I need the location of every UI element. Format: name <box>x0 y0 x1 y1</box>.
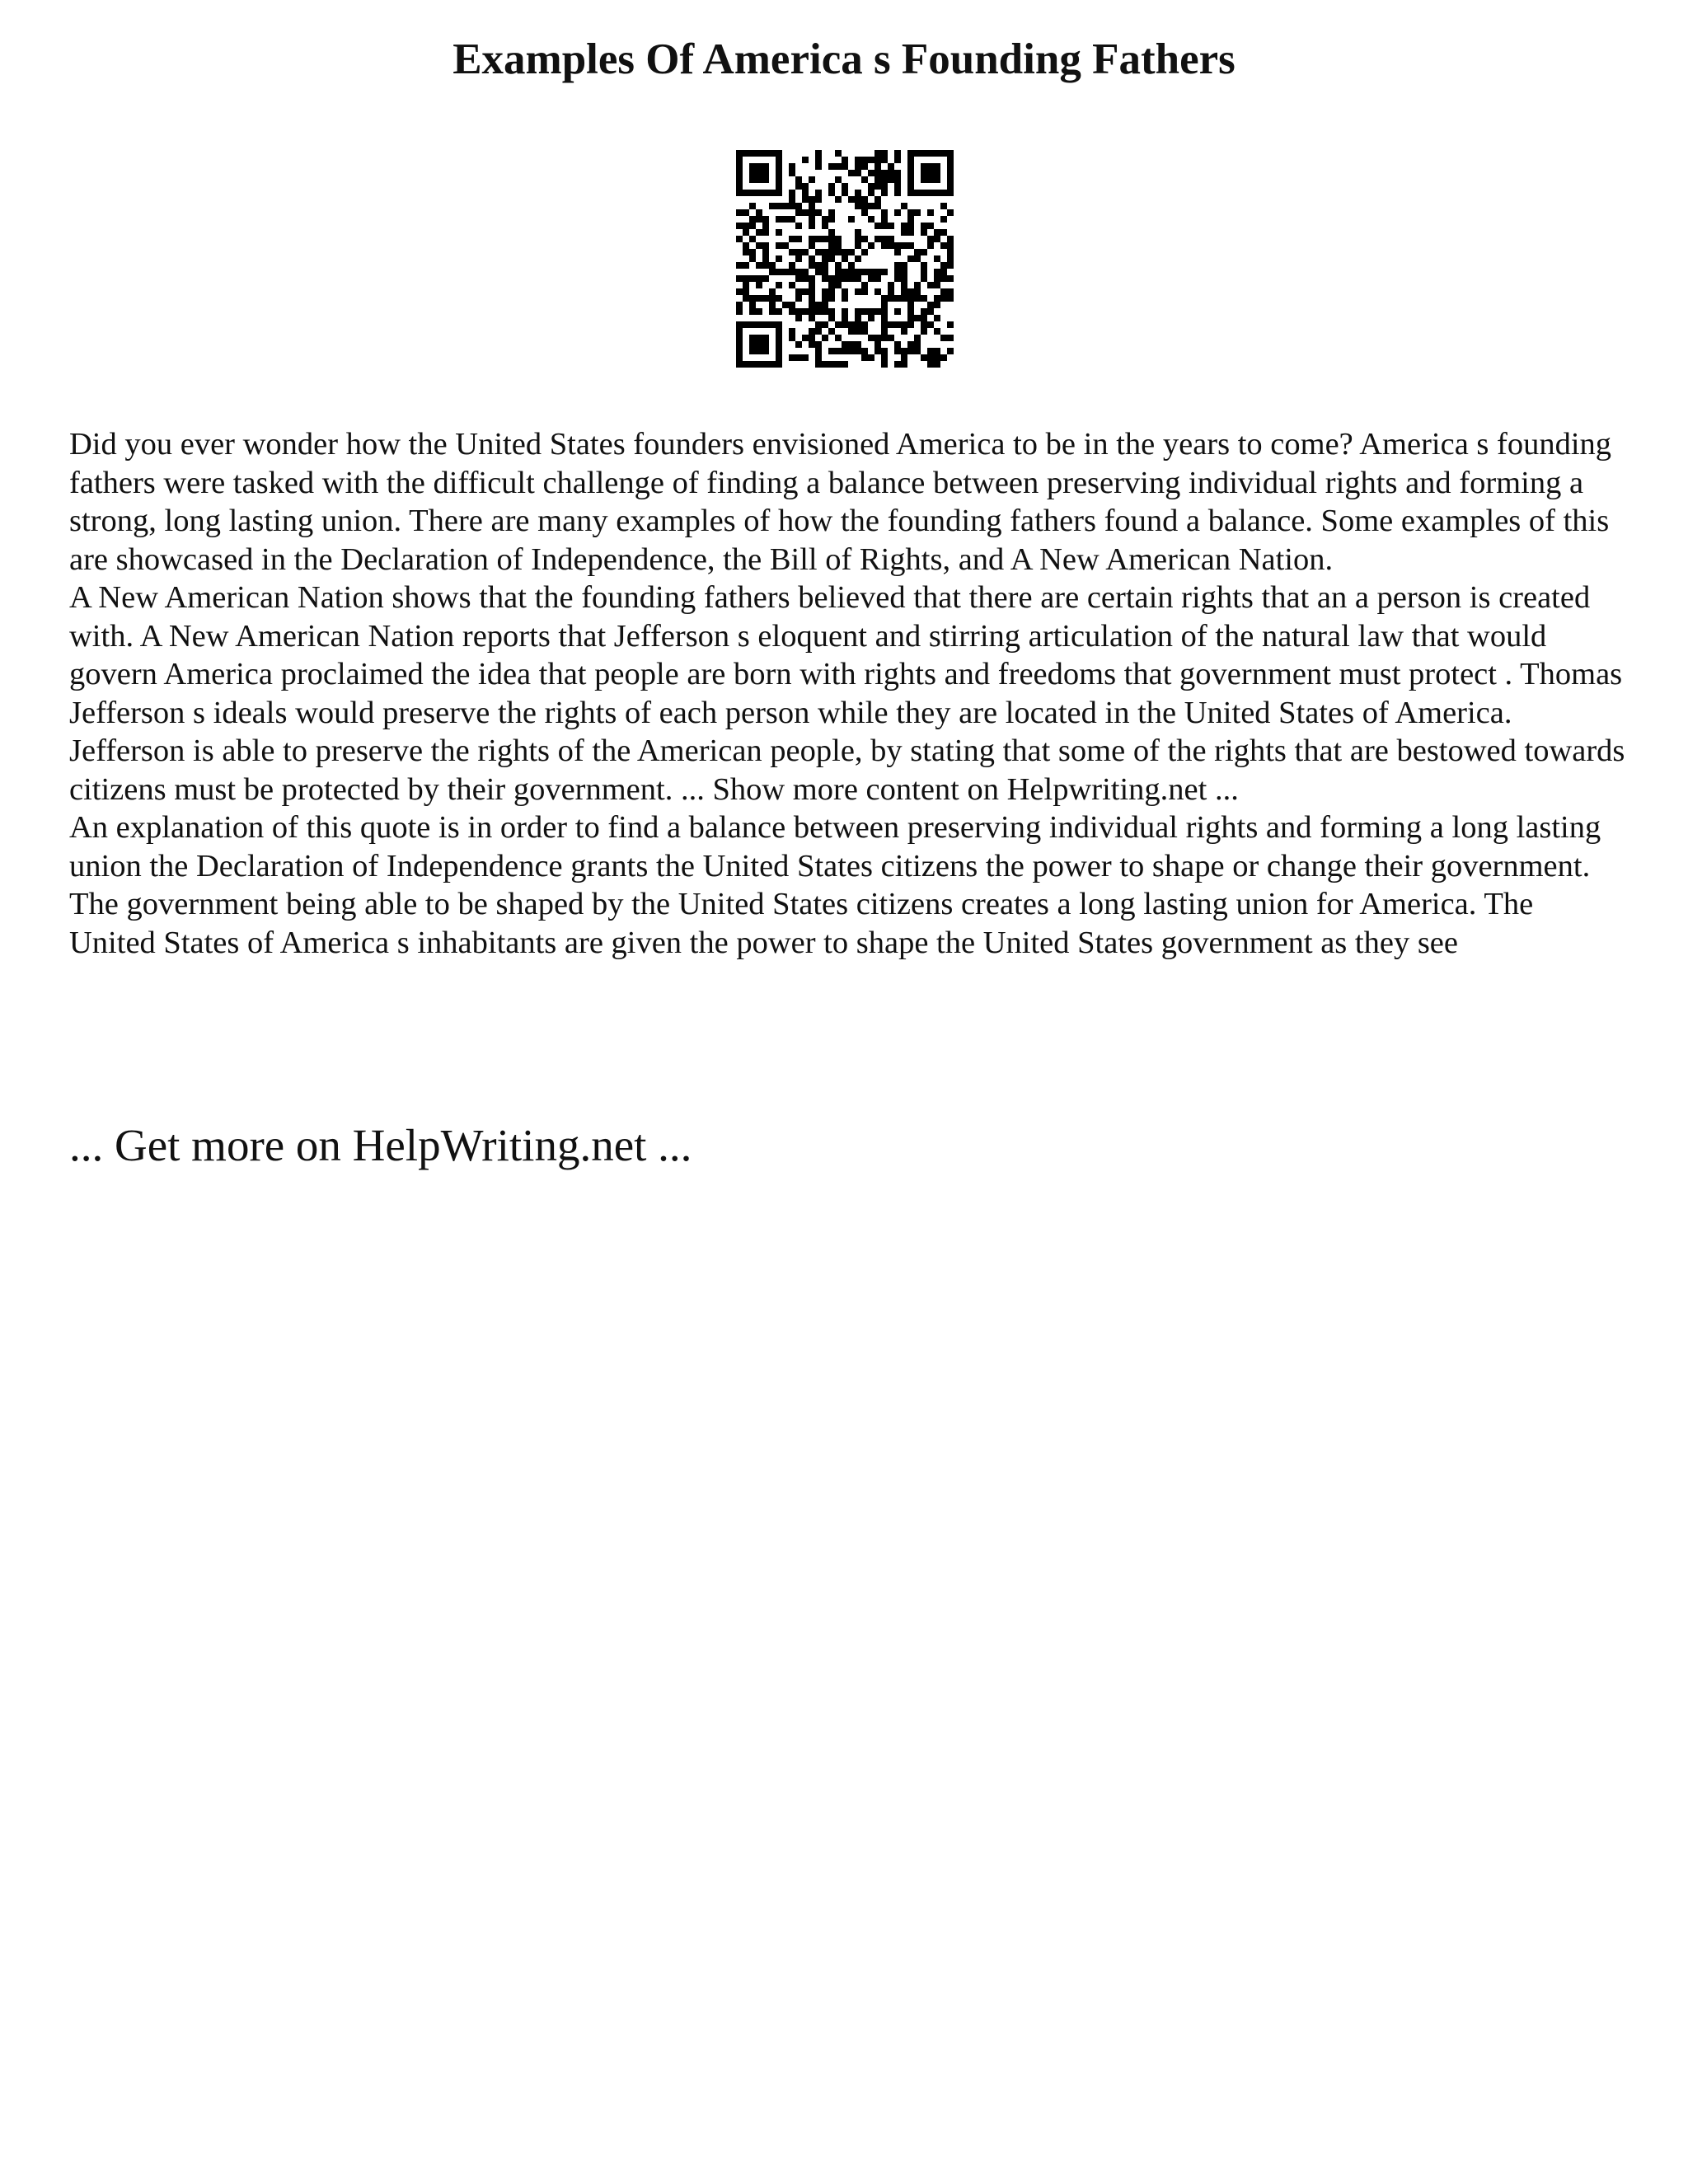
get-more-link[interactable]: ... Get more on HelpWriting.net ... <box>69 1120 692 1170</box>
qr-code-icon <box>736 150 954 368</box>
paragraph-explanation: An explanation of this quote is in order to find a balance between preserving individual rights and forming a long lasting union the Declaration of Independence grants the United States citizens the power to shape or change their government. The government being able to be shaped by the United States citizens creates a long lasting union for America. The United States of America s inhabitants are given the power to shape the United States government as they see <box>69 810 1601 960</box>
article-body <box>69 425 1627 962</box>
paragraph-new-american-nation: A New American Nation shows that the founding fathers believed that there are certain rights that an a person is created with. A New American Nation reports that Jefferson s eloquent and stirring articulation of the natural law that would govern America proclaimed the idea that people are born with rights and freedoms that government must protect . Thomas Jefferson s ideals would preserve the rights of each person while they are located in the United States of America. Jefferson is able to preserve the rights of the American people, by stating that some of the rights that are bestowed towards citizens must be protected by their government. ... Show more content on Helpwriting.net ... <box>69 580 1625 807</box>
page-title: Examples Of America s Founding Fathers <box>452 35 1236 83</box>
paragraph-intro: Did you ever wonder how the United States founders envisioned America to be in the years to come? America s founding fathers were tasked with the difficult challenge of finding a balance between preserving individual rights and forming a strong, long lasting union. There are many examples of how the founding fathers found a balance. Some examples of this are showcased in the Declaration of Independence, the Bill of Rights, and A New American Nation. <box>69 427 1612 577</box>
